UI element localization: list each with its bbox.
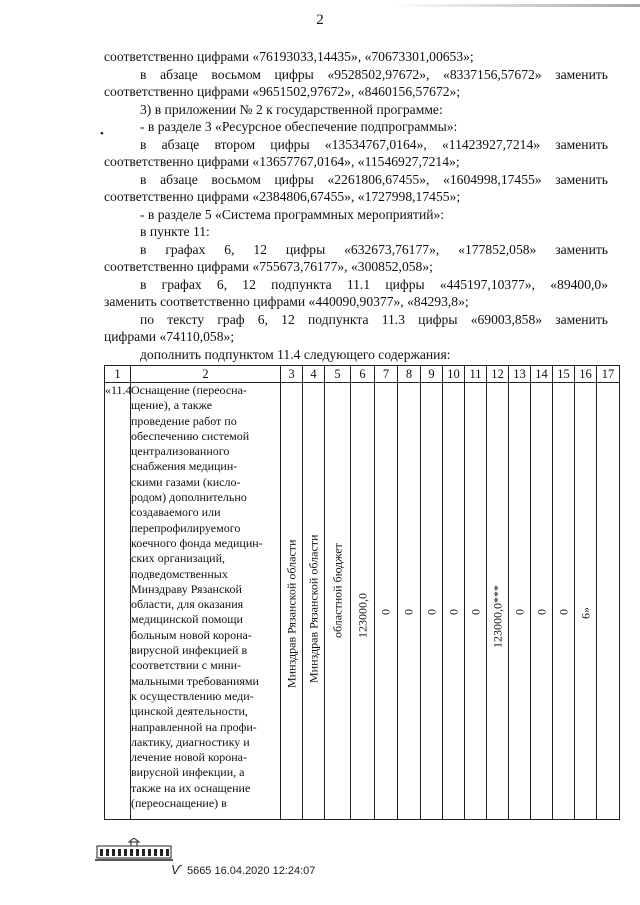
description-line: подведомственных [131, 566, 228, 581]
year-amount-value: 0 [378, 609, 393, 615]
column-header: 13 [509, 366, 531, 383]
description-line: проведение работ по [131, 413, 237, 428]
program-measures-table [104, 365, 620, 820]
column-header: 3 [281, 366, 303, 383]
text-line: - в разделе 3 «Ресурсное обеспечение подпрограммы»: [140, 119, 458, 134]
year-amount-value: 0 [468, 609, 482, 615]
scan-bullet-mark: • [100, 128, 104, 140]
column-header: 6 [351, 366, 375, 383]
text-line: в абзаце втором цифры «13534767,0164», «11423927,7214» заменить [140, 136, 608, 152]
text-line: соответственно цифрами «755673,76177», «300852,058»; [104, 259, 433, 274]
text-line: по тексту граф 6, 12 подпункта 11.3 цифры «69003,858» заменить [140, 311, 608, 327]
table-header-row [105, 366, 620, 383]
row-number: «11.4 [105, 383, 131, 820]
description-line: перепрофилируемого [131, 520, 241, 535]
column-header: 4 [303, 366, 325, 383]
column-header: 11 [465, 366, 487, 383]
column-header: 9 [421, 366, 443, 383]
year-amount-value: 0 [446, 609, 460, 615]
text-line: в абзаце восьмом цифры «2261806,67455», «1604998,17455» заменить [140, 171, 608, 187]
amendment-text [104, 48, 608, 363]
building-stamp-icon [93, 838, 175, 864]
description-line: создаваемого или [131, 505, 221, 520]
column-header: 7 [375, 366, 398, 383]
text-line: соответственно цифрами «76193033,14435», «70673301,00653»; [104, 49, 474, 64]
year-amount-cell [509, 383, 531, 820]
year-amount-cell [531, 383, 553, 820]
description-line: мальными требованиями [131, 673, 259, 688]
year-amount-cell [398, 383, 421, 820]
column-header: 12 [487, 366, 509, 383]
column-header: 2 [131, 366, 281, 383]
column-header: 8 [398, 366, 421, 383]
text-line: 3) в приложении № 2 к государственной программе: [140, 101, 443, 117]
result-code-value: 6» [578, 607, 592, 619]
description-line: Оснащение (переосна- [131, 383, 247, 397]
description-line: коечного фонда медицин- [131, 535, 263, 550]
description-line: также на их оснащение [131, 780, 251, 795]
text-line: в графах 6, 12 цифры «632673,76177», «177852,058» заменить [140, 241, 608, 257]
year-amount-value: 123000,0*** [490, 585, 504, 648]
text-line: в пункте 11: [140, 224, 210, 239]
column-header: 15 [553, 366, 575, 383]
executor-text: Минздрав Рязанской области [284, 539, 298, 688]
description-line: щение), а также [131, 398, 213, 413]
column-header: 14 [531, 366, 553, 383]
year-amount-cell [421, 383, 443, 820]
year-amount-cell [443, 383, 465, 820]
text-line: цифрами «74110,058»; [104, 329, 235, 344]
funding-source-cell [325, 383, 351, 820]
scan-edge-shadow [390, 4, 640, 7]
executor-cell [281, 383, 303, 820]
registration-stamp [171, 862, 315, 877]
description-line: родом) дополнительно [131, 490, 247, 505]
description-line: централизованного [131, 444, 230, 459]
description-line: лечение новой корона- [131, 750, 247, 765]
registration-number-date: 5665 16.04.2020 12:24:07 [186, 865, 316, 877]
measure-description [131, 383, 281, 820]
description-line: медицинской помощи [131, 612, 243, 627]
description-line: (переоснащение) в [131, 796, 227, 811]
year-amount-value: 0 [534, 609, 548, 615]
customer-cell [303, 383, 325, 820]
column-header: 5 [325, 366, 351, 383]
text-line: - в разделе 5 «Система программных мероприятий»: [140, 206, 445, 222]
description-line: обеспечению системой [131, 428, 250, 443]
text-line: заменить соответственно цифрами «440090,90377», «84293,8»; [104, 294, 469, 309]
text-line: соответственно цифрами «13657767,0164», «11546927,7214»; [104, 154, 460, 169]
text-line: соответственно цифрами «2384806,67455», «1727998,17455»; [104, 189, 461, 204]
signature-mark: Ѵ [171, 862, 181, 877]
result-code-cell [575, 383, 597, 820]
description-line: лактику, диагностику и [131, 734, 250, 749]
year-amount-value: 0 [512, 609, 526, 615]
customer-text: Минздрав Рязанской области [306, 534, 320, 683]
column-header: 10 [443, 366, 465, 383]
year-amount-value: 0 [556, 609, 570, 615]
empty-cell [597, 383, 620, 820]
description-line: Минздраву Рязанской [131, 581, 242, 596]
total-amount-value: 123000,0 [355, 593, 369, 638]
text-line: дополнить подпунктом 11.4 следующего содержания: [140, 346, 451, 362]
description-line: вирусной инфекции, а [131, 765, 245, 780]
text-line: соответственно цифрами «9651502,97672», «8460156,57672»; [104, 84, 461, 99]
year-amount-cell [375, 383, 398, 820]
text-line: в абзаце восьмом цифры «9528502,97672», «8337156,57672» заменить [140, 66, 608, 82]
description-line: ских организаций, [131, 551, 226, 566]
description-line: цинской деятельности, [131, 704, 248, 719]
total-amount-cell [351, 383, 375, 820]
description-line: области, для оказания [131, 597, 244, 612]
description-line: соответствии с мини- [131, 658, 241, 673]
column-header: 17 [597, 366, 620, 383]
page-number: 2 [316, 12, 324, 28]
description-line: к осуществлению меди- [131, 688, 254, 703]
description-line: больным новой корона- [131, 627, 252, 642]
table-row [105, 383, 620, 820]
description-line: вирусной инфекцией в [131, 643, 248, 658]
description-line: снабжения медицин- [131, 459, 238, 474]
year-amount-cell [465, 383, 487, 820]
column-header: 16 [575, 366, 597, 383]
description-line: скими газами (кисло- [131, 474, 241, 489]
year-amount-value: 0 [424, 609, 438, 615]
year-amount-value: 0 [401, 609, 416, 615]
description-line: направленной на профи- [131, 719, 257, 734]
year-amount-cell [553, 383, 575, 820]
text-line: в графах 6, 12 подпункта 11.1 цифры «445197,10377», «89400,0» [140, 276, 608, 292]
column-header: 1 [105, 366, 131, 383]
funding-source-text: областной бюджет [330, 543, 344, 638]
year-amount-cell [487, 383, 509, 820]
